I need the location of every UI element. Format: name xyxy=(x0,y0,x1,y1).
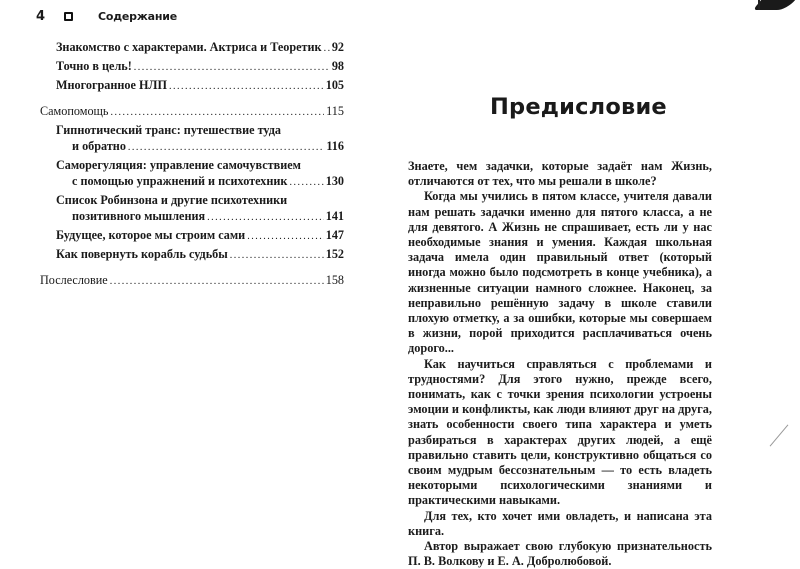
toc-entry-title: Как повернуть корабль судьбы xyxy=(56,247,228,261)
running-title: Содержание xyxy=(98,9,177,23)
leader-dots xyxy=(110,274,324,290)
square-icon xyxy=(64,12,73,21)
toc-entry[interactable] xyxy=(40,122,344,156)
toc-entry-title: Многогранное НЛП xyxy=(56,78,167,92)
toc-entry-title: Будущее, которое мы строим сами xyxy=(56,228,246,242)
toc-entry-title: Самопомощь xyxy=(40,104,109,118)
table-of-contents xyxy=(40,39,344,291)
leader-dots xyxy=(110,105,324,121)
toc-entry-title-cont: и обратно xyxy=(72,139,126,153)
scan-artifact xyxy=(758,0,760,10)
toc-entry-page: 141 xyxy=(325,209,344,223)
toc-entry[interactable] xyxy=(40,39,344,57)
toc-entry-page: 98 xyxy=(331,59,344,73)
toc-entry-page: 116 xyxy=(326,139,344,153)
toc-entry[interactable] xyxy=(40,227,344,245)
toc-entry-title: Точно в цель! xyxy=(56,59,132,73)
leader-dots xyxy=(134,60,330,76)
toc-entry-title-cont: позитивного мышления xyxy=(72,209,206,223)
preface-paragraph: Когда мы учились в пятом классе, учителя давали нам решать задачки именно для пятого класса, а не для девятого. А Жизнь не спрашивает, есть ли у нас необходимые знания и умения. Каждая школьная задача имела один правильный ответ (который иногда можно было подсмотреть в конце учебника), а жизненные ситуации намного сложнее. Наконец, за неправильно решённую задачу в школе ставили плохую отметку, а за ошибки, которые мы совершаем в жизни, порой приходится расплачиваться очень дорого... xyxy=(408,189,712,356)
toc-entry[interactable] xyxy=(40,192,344,226)
toc-entry-title: Знакомство с характерами. Актриса и Теоретик xyxy=(56,40,322,54)
toc-entry-title: Саморегуляция: управление самочувствием xyxy=(56,158,301,172)
toc-entry-title: Гипнотический транс: путешествие туда xyxy=(56,123,282,137)
toc-entry-page: 115 xyxy=(326,104,344,118)
page-header xyxy=(36,6,177,26)
leader-dots xyxy=(207,210,324,226)
preface-paragraph: Автор выражает свою глубокую признательность П. В. Волкову и Е. А. Добролюбовой. xyxy=(408,539,712,569)
toc-entry[interactable] xyxy=(40,157,344,191)
toc-entry-page: 147 xyxy=(325,228,344,242)
leader-dots xyxy=(128,140,324,156)
toc-entry-page: 158 xyxy=(325,273,344,287)
leader-dots xyxy=(169,79,324,95)
leader-dots xyxy=(247,229,324,245)
preface-paragraph: Для тех, кто хочет ими овладеть, и написана эта книга. xyxy=(408,508,712,538)
preface-paragraph: Как научиться справляться с проблемами и трудностями? Для этого нужно, прежде всего, понимать, как с точки зрения психологии устроены эмоции и конфликты, как люди влияют друг на друга, знать особенности своего типа характера и уметь разбираться в характерах других людей, а ещё правильно ставить цели, конструктивно общаться со своим мудрым бессознательным — то есть владеть некоторыми психологическими знаниями и практическими навыками. xyxy=(408,356,712,508)
page-number: 4 xyxy=(36,8,46,24)
toc-entry-page: 92 xyxy=(331,40,344,54)
preface-body xyxy=(408,159,712,569)
toc-entry[interactable] xyxy=(40,103,344,121)
toc-entry[interactable] xyxy=(40,272,344,290)
leader-dots xyxy=(230,248,324,264)
leader-dots xyxy=(289,175,323,191)
leader-dots xyxy=(324,41,330,57)
preface-paragraph: Знаете, чем задачки, которые задаёт нам Жизнь, отличаются от тех, что мы решали в школе? xyxy=(408,159,712,189)
toc-entry-page: 130 xyxy=(325,174,344,188)
toc-entry-title: Список Робинзона и другие психотехники xyxy=(56,193,288,207)
toc-entry-page: 105 xyxy=(325,78,344,92)
toc-entry[interactable] xyxy=(40,77,344,95)
toc-entry[interactable] xyxy=(40,246,344,264)
toc-entry-title: Послесловие xyxy=(40,273,108,287)
toc-entry-title-cont: с помощью упражнений и психотехник xyxy=(72,174,288,188)
scan-mark xyxy=(770,424,789,446)
preface-title: Предисловие xyxy=(490,94,667,120)
toc-entry[interactable] xyxy=(40,58,344,76)
toc-entry-page: 152 xyxy=(325,247,344,261)
